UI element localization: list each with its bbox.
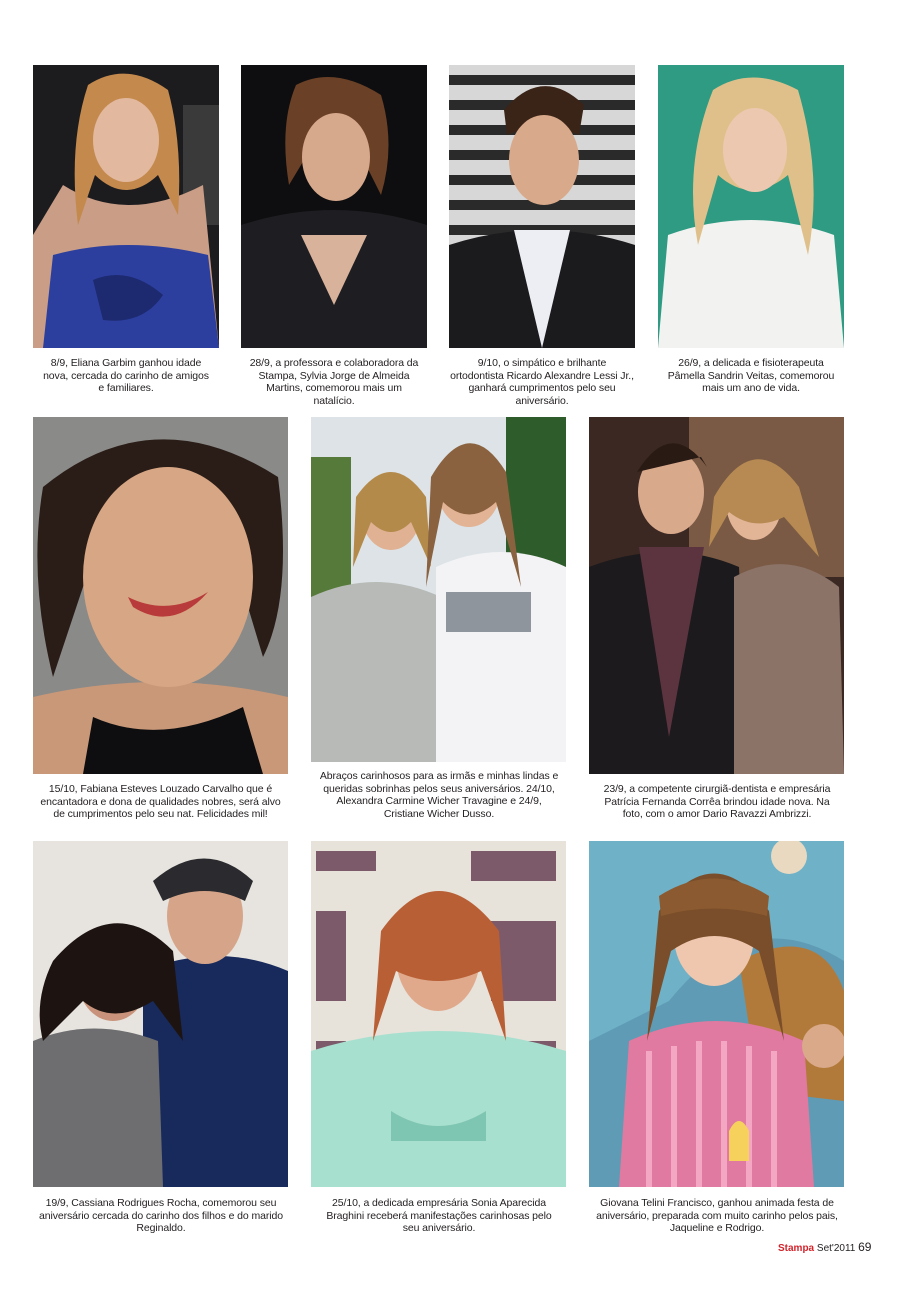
photo-sisters (311, 417, 566, 762)
magazine-brand: Stampa (778, 1243, 815, 1254)
caption-sonia: 25/10, a dedicada empresária Sonia Aparecida Braghini receberá manifestações carinhosas pelo seu aniversário. (326, 1197, 552, 1234)
caption-giovana: Giovana Telini Francisco, ganhou animada festa de aniversário, preparada com muito carinho pelos pais, Jaqueline e Rodrigo. (596, 1197, 838, 1234)
photo-cassiana (33, 841, 288, 1187)
caption-patricia: 23/9, a competente cirurgiã-dentista e empresária Patrícia Fernanda Corrêa brindou idade nova. Na foto, com o amor Dario Ravazzi Ambrizzi. (603, 783, 831, 820)
caption-sisters: Abraços carinhosos para as irmãs e minhas lindas e queridas sobrinhas pelos seus aniversários. 24/10, Alexandra Carmine Wicher Travagine e 24/9, Cristiane Wicher Dusso. (319, 770, 559, 820)
photo-ricardo (449, 65, 635, 348)
photo-sonia (311, 841, 566, 1187)
caption-sylvia: 28/9, a professora e colaboradora da Stampa, Sylvia Jorge de Almeida Martins, comemorou mais um natalício. (249, 357, 419, 407)
caption-eliana: 8/9, Eliana Garbim ganhou idade nova, cercada do carinho de amigos e familiares. (43, 357, 209, 394)
photo-eliana (33, 65, 219, 348)
caption-pamella: 26/9, a delicada e fisioterapeuta Pâmella Sandrin Veitas, comemorou mais um ano de vida. (667, 357, 835, 394)
photo-pamella (658, 65, 844, 348)
photo-giovana (589, 841, 844, 1187)
photo-fabiana (33, 417, 288, 774)
caption-cassiana: 19/9, Cassiana Rodrigues Rocha, comemorou seu aniversário cercada do carinho dos filhos e do marido Reginaldo. (39, 1197, 283, 1234)
caption-fabiana: 15/10, Fabiana Esteves Louzado Carvalho que é encantadora e dona de qualidades nobres, será alvo de cumprimentos pelo seu nat. Felicidades mil! (40, 783, 281, 820)
caption-ricardo: 9/10, o simpático e brilhante ortodontista Ricardo Alexandre Lessi Jr., ganhará cumprimentos pelo seu aniversário. (450, 357, 634, 407)
page-folio (778, 1240, 888, 1256)
photo-patricia (589, 417, 844, 774)
issue-date: Set'2011 (816, 1243, 856, 1254)
photo-sylvia (241, 65, 427, 348)
page-number: 69 (858, 1240, 872, 1254)
